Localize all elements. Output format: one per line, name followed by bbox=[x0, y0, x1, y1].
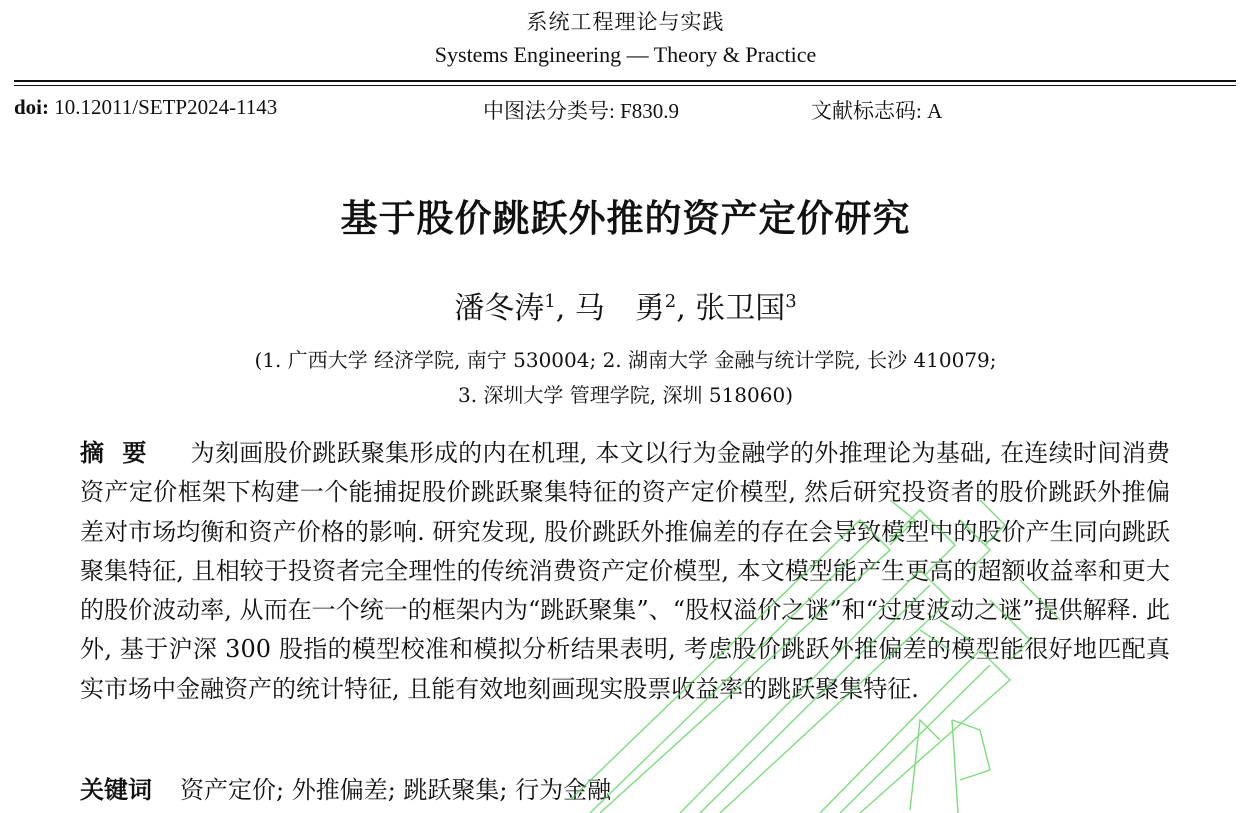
author-list bbox=[0, 283, 1251, 327]
keywords-text: 资产定价; 外推偏差; 跳跃聚集; 行为金融 bbox=[180, 776, 612, 804]
clc-number: 中图法分类号: F830.9 bbox=[483, 99, 680, 123]
abstract-text: 为刻画股价跳跃聚集形成的内在机理, 本文以行为金融学的外推理论为基础, 在连续时间消费资产定价框架下构建一个能捕捉股价跳跃聚集特征的资产定价模型, 然后研究投资者的股价跳跃外推偏差对市场均衡和资产价格的影响. 研究发现, 股价跳跃外推偏差的存在会导致模型中的股价产生同向跳跃聚集特征, 且相较于投资者完全理性的传统消费资产定价模型, 本文模型能产生更高的超额收益率和更大的股价波动率, 从而在一个统一的框架内为“跳跃聚集”、“股权溢价之谜”和“过度波动之谜”提供解释. 此外, 基于沪深 300 股指的模型校准和模拟分析结果表明, 考虑股价跳跃外推偏差的模型能很好地匹配真实市场中金融资产的统计特征, 且能有效地刻画现实股票收益率的跳跃聚集特征. bbox=[80, 439, 1171, 703]
paper-title: 基于股价跳跃外推的资产定价研究 bbox=[340, 197, 911, 240]
author-name: 马 勇 bbox=[574, 291, 665, 326]
journal-name-en: Systems Engineering — Theory & Practice bbox=[434, 42, 817, 67]
header-rule-thin bbox=[14, 85, 1236, 86]
affiliation-line-2: 3. 深圳大学 管理学院, 深圳 518060) bbox=[457, 383, 794, 407]
author-separator: , bbox=[555, 291, 575, 326]
keywords-block bbox=[80, 770, 611, 805]
author-name: 张卫国 bbox=[695, 291, 786, 326]
author-affil-mark: 3 bbox=[785, 291, 797, 312]
doi-line bbox=[14, 95, 277, 120]
author-name: 潘冬涛 bbox=[454, 291, 545, 326]
abstract-block bbox=[80, 434, 1170, 709]
author-separator: , bbox=[676, 291, 696, 326]
doi-label: doi: bbox=[14, 95, 50, 119]
journal-name-cn: 系统工程理论与实践 bbox=[526, 10, 725, 34]
affiliation-line-1: (1. 广西大学 经济学院, 南宁 530004; 2. 湖南大学 金融与统计学院, 长沙 410079; bbox=[254, 348, 997, 372]
abstract-heading: 摘要 bbox=[80, 439, 165, 467]
doi-value[interactable]: 10.12011/SETP2024-1143 bbox=[54, 95, 278, 119]
header-rule-thick bbox=[14, 80, 1236, 82]
author-affil-mark: 2 bbox=[664, 291, 677, 312]
author-affil-mark: 1 bbox=[544, 291, 556, 312]
document-code: 文献标志码: A bbox=[811, 99, 943, 123]
keywords-heading: 关键词 bbox=[80, 776, 152, 804]
